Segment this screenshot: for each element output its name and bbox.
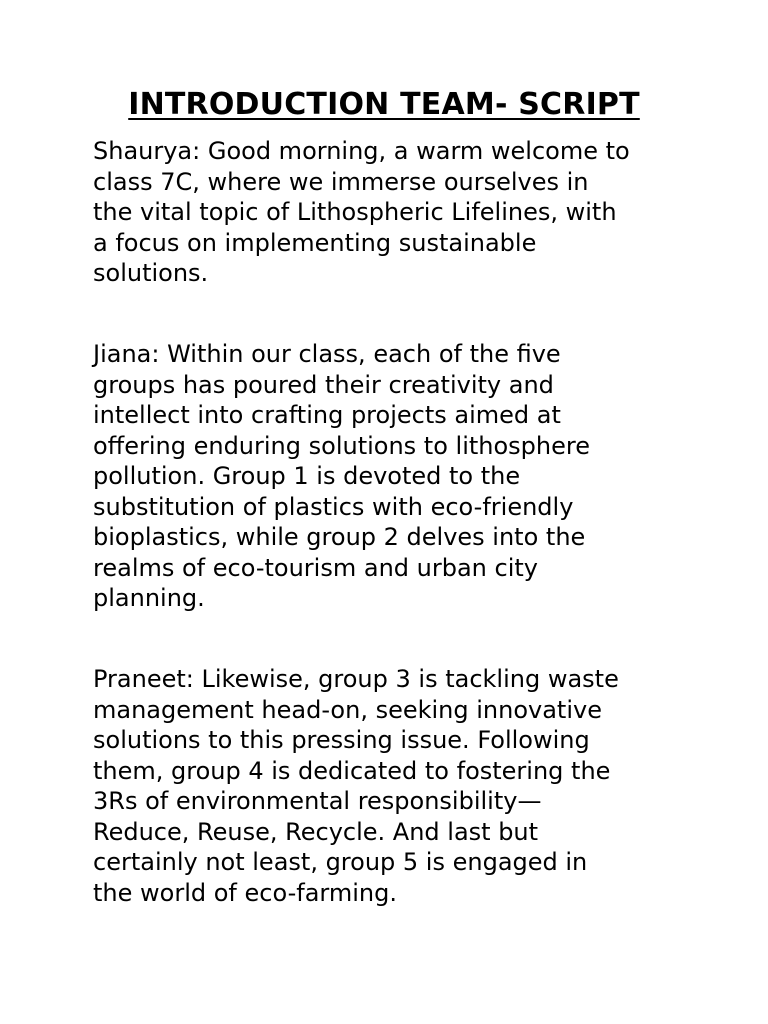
text-line: them, group 4 is dedicated to fostering the — [93, 756, 611, 785]
text-line: realms of eco-tourism and urban city — [93, 553, 538, 582]
text-line: Reduce, Reuse, Recycle. And last but — [93, 817, 539, 846]
text-line: substitution of plastics with eco-friendly — [93, 492, 574, 521]
paragraph-praneet — [93, 664, 683, 908]
paragraph-shaurya — [93, 136, 683, 289]
text-line: Praneet: Likewise, group 3 is tackling waste — [93, 665, 619, 693]
text-line: class 7C, where we immerse ourselves in — [93, 167, 589, 196]
text-line: solutions to this pressing issue. Following — [93, 726, 590, 754]
text-line: Shaurya: Good morning, a warm welcome to — [93, 137, 630, 165]
text-line: the world of eco-farming. — [93, 878, 397, 907]
text-line: Jiana: Within our class, each of the five — [93, 340, 561, 368]
text-line: pollution. Group 1 is devoted to the — [93, 462, 521, 490]
text-line: groups has poured their creativity and — [93, 370, 554, 399]
paragraph-jiana — [93, 339, 683, 614]
text-line: a focus on implementing sustainable — [93, 228, 537, 257]
document-title: INTRODUCTION TEAM- SCRIPT — [128, 87, 640, 122]
text-line: the vital topic of Lithospheric Lifelines, with — [93, 198, 617, 226]
text-line: management head-on, seeking innovative — [93, 695, 602, 724]
text-line: planning. — [93, 584, 205, 612]
text-line: certainly not least, group 5 is engaged in — [93, 848, 588, 876]
text-line: solutions. — [93, 259, 209, 287]
text-line: bioplastics, while group 2 delves into the — [93, 523, 586, 551]
text-line: offering enduring solutions to lithosphere — [93, 431, 590, 460]
text-line: 3Rs of environmental responsibility— — [93, 787, 542, 815]
text-line: intellect into crafting projects aimed at — [93, 401, 561, 429]
